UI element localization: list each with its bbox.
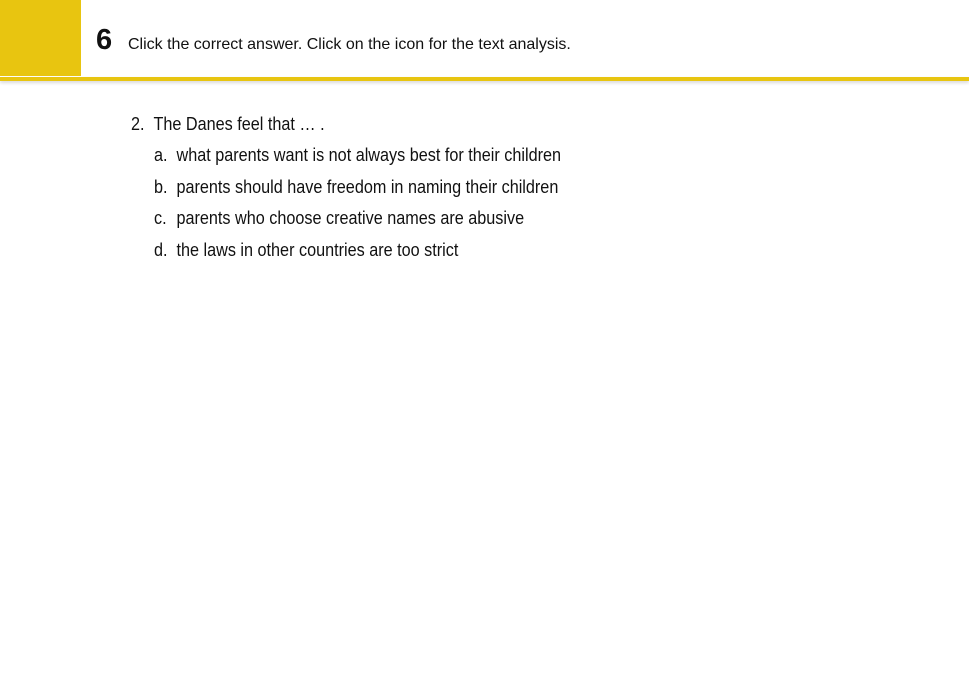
exercise-number: 6 [96,24,113,56]
answer-option-d[interactable] [154,238,561,270]
option-text: the laws in other countries are too strict [176,239,459,260]
question-number: 2. [131,114,145,134]
answer-option-b[interactable] [154,175,561,207]
option-text: parents who choose creative names are abusive [176,208,525,229]
instruction-text: Click the correct answer. Click on the icon for the text analysis. [128,36,571,53]
option-letter: d. [154,239,168,260]
option-text: what parents want is not always best for their children [176,145,561,165]
question-text: The Danes feel that … . [153,114,325,134]
header-divider [0,77,969,81]
option-text: parents should have freedom in naming their children [176,176,559,197]
answer-options [154,143,606,269]
option-letter: b. [154,176,168,197]
answer-option-a[interactable] [154,143,561,175]
header-accent-block [0,0,81,76]
answer-option-c[interactable] [154,206,561,238]
question [131,112,325,136]
option-letter: c. [154,208,167,229]
option-letter: a. [154,145,168,165]
